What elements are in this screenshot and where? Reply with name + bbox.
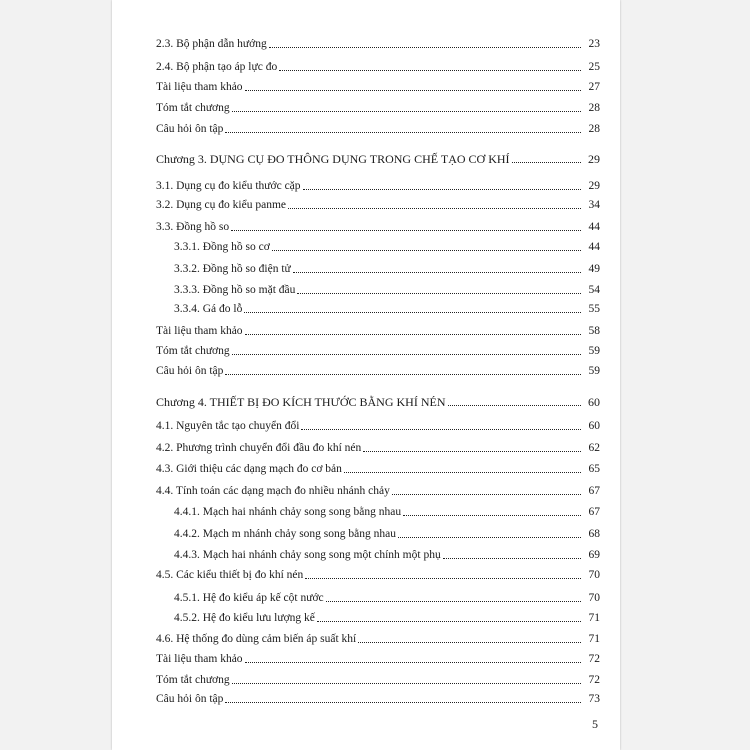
toc-entry-label: 3.3.4. Gá đo lỗ [174, 303, 243, 315]
toc-entry-page: 59 [588, 365, 600, 377]
dot-leader [272, 249, 581, 251]
toc-entry-label: Câu hỏi ôn tập [156, 365, 224, 377]
toc-entry-label: 4.5. Các kiểu thiết bị đo khí nén [156, 569, 304, 581]
dot-leader [363, 450, 581, 452]
toc-section-entry [156, 484, 600, 498]
toc-entry-label: 3.3.1. Đồng hồ so cơ [174, 241, 270, 253]
toc-subsection-entry [174, 240, 600, 254]
dot-leader [288, 207, 581, 209]
dot-leader [448, 404, 582, 406]
dot-leader [232, 682, 581, 684]
dot-leader [326, 600, 581, 602]
toc-entry-label: 4.4. Tính toán các dạng mạch đo nhiều nhánh chảy [156, 485, 390, 497]
dot-leader [403, 514, 581, 516]
toc-section-entry [156, 324, 600, 338]
dot-leader [245, 661, 581, 663]
toc-entry-label: 2.4. Bộ phận tạo áp lực đo [156, 61, 278, 73]
toc-chapter-entry [156, 152, 600, 166]
dot-leader [232, 353, 581, 355]
toc-section-entry [156, 632, 600, 646]
dot-leader [225, 131, 581, 133]
toc-section-entry [156, 673, 600, 687]
toc-entry-page: 49 [588, 263, 600, 275]
toc-subsection-entry [174, 262, 600, 276]
toc-entry-label: 4.4.3. Mạch hai nhánh chảy song song một chính một phụ [174, 549, 441, 561]
toc-entry-label: 4.1. Nguyên tắc tạo chuyển đổi [156, 420, 300, 432]
toc-entry-page: 62 [588, 442, 600, 454]
toc-section-entry [156, 364, 600, 378]
dot-leader [232, 110, 581, 112]
toc-entry-page: 29 [588, 180, 600, 192]
toc-entry-label: 3.3.2. Đồng hồ so điện tử [174, 263, 291, 275]
toc-entry-label: 2.3. Bộ phận dẫn hướng [156, 38, 267, 50]
toc-entry-label: Tài liệu tham khảo [156, 653, 243, 665]
toc-section-entry [156, 568, 600, 582]
toc-entry-page: 70 [588, 592, 600, 604]
toc-entry-label: 4.3. Giới thiệu các dạng mạch đo cơ bản [156, 463, 342, 475]
toc-section-entry [156, 419, 600, 433]
toc-section-entry [156, 80, 600, 94]
toc-subsection-entry [174, 611, 600, 625]
toc-entry-page: 44 [588, 241, 600, 253]
dot-leader [293, 271, 581, 273]
toc-entry-page: 34 [588, 199, 600, 211]
toc-section-entry [156, 462, 600, 476]
dot-leader [225, 701, 581, 703]
toc-entry-label: Chương 4. THIẾT BỊ ĐO KÍCH THƯỚC BẰNG KHÍ NÉN [156, 395, 446, 409]
toc-section-entry [156, 37, 600, 51]
toc-section-entry [156, 652, 600, 666]
toc-subsection-entry [174, 283, 600, 297]
dot-leader [279, 69, 581, 71]
dot-leader [231, 229, 581, 231]
toc-entry-label: Câu hỏi ôn tập [156, 693, 224, 705]
toc-entry-page: 27 [588, 81, 600, 93]
toc-entry-label: 4.2. Phương trình chuyển đổi đầu đo khí nén [156, 442, 362, 454]
dot-leader [512, 161, 581, 163]
toc-chapter-entry [156, 395, 600, 409]
dot-leader [297, 292, 581, 294]
toc-subsection-entry [174, 527, 600, 541]
toc-entry-label: 4.4.2. Mạch m nhánh chảy song song bằng nhau [174, 528, 396, 540]
toc-entry-label: 3.3.3. Đồng hồ so mặt đầu [174, 284, 296, 296]
dot-leader [225, 373, 581, 375]
toc-entry-label: 4.5.2. Hệ đo kiểu lưu lượng kế [174, 612, 315, 624]
toc-section-entry [156, 220, 600, 234]
dot-leader [245, 333, 581, 335]
toc-entry-page: 68 [588, 528, 600, 540]
toc-entry-page: 60 [588, 420, 600, 432]
toc-subsection-entry [174, 591, 600, 605]
dot-leader [392, 493, 581, 495]
toc-section-entry [156, 122, 600, 136]
toc-entry-label: Tóm tắt chương [156, 674, 230, 686]
toc-entry-page: 69 [588, 549, 600, 561]
toc-entry-page: 44 [588, 221, 600, 233]
toc-entry-page: 67 [588, 485, 600, 497]
toc-section-entry [156, 198, 600, 212]
toc-entry-page: 25 [588, 61, 600, 73]
toc-section-entry [156, 692, 600, 706]
toc-entry-page: 54 [588, 284, 600, 296]
page-number: 5 [592, 717, 598, 731]
toc-entry-page: 23 [588, 38, 600, 50]
toc-entry-label: Tài liệu tham khảo [156, 81, 243, 93]
toc-subsection-entry [174, 505, 600, 519]
toc-section-entry [156, 441, 600, 455]
dot-leader [398, 536, 581, 538]
toc-entry-label: 4.4.1. Mạch hai nhánh chảy song song bằng nhau [174, 506, 402, 518]
toc-entry-page: 28 [588, 123, 600, 135]
toc-entry-page: 71 [588, 633, 600, 645]
toc-entry-page: 65 [588, 463, 600, 475]
toc-entry-page: 67 [588, 506, 600, 518]
dot-leader [303, 188, 581, 190]
toc-section-entry [156, 101, 600, 115]
toc-entry-page: 73 [588, 693, 600, 705]
toc-entry-label: 4.6. Hệ thống đo dùng cảm biến áp suất khí [156, 633, 357, 645]
toc-entry-label: 4.5.1. Hệ đo kiểu áp kế cột nước [174, 592, 324, 604]
dot-leader [358, 641, 581, 643]
toc-entry-label: 3.1. Dụng cụ đo kiểu thước cặp [156, 180, 301, 192]
toc-entry-label: Chương 3. DỤNG CỤ ĐO THÔNG DỤNG TRONG CHẾ TẠO CƠ KHÍ [156, 152, 510, 166]
toc-section-entry [156, 344, 600, 358]
toc-entry-label: 3.2. Dụng cụ đo kiểu panme [156, 199, 286, 211]
dot-leader [245, 89, 581, 91]
toc-entry-label: 3.3. Đồng hồ so [156, 221, 230, 233]
toc-section-entry [156, 179, 600, 193]
dot-leader [269, 46, 581, 48]
toc-subsection-entry [174, 302, 600, 316]
toc-entry-page: 58 [588, 325, 600, 337]
document-page [112, 0, 620, 750]
toc-entry-page: 72 [588, 653, 600, 665]
toc-entry-page: 70 [588, 569, 600, 581]
dot-leader [244, 311, 581, 313]
toc-section-entry [156, 60, 600, 74]
dot-leader [443, 557, 581, 559]
toc-entry-page: 60 [588, 395, 600, 409]
toc-entry-label: Tóm tắt chương [156, 102, 230, 114]
toc-entry-page: 55 [588, 303, 600, 315]
toc-entry-page: 71 [588, 612, 600, 624]
dot-leader [301, 428, 581, 430]
dot-leader [344, 471, 581, 473]
toc-entry-label: Tài liệu tham khảo [156, 325, 243, 337]
toc-entry-page: 28 [588, 102, 600, 114]
toc-entry-page: 59 [588, 345, 600, 357]
toc-entry-label: Tóm tắt chương [156, 345, 230, 357]
toc-entry-page: 72 [588, 674, 600, 686]
dot-leader [305, 577, 581, 579]
toc-subsection-entry [174, 548, 600, 562]
dot-leader [317, 620, 581, 622]
toc-entry-page: 29 [588, 152, 600, 166]
toc-entry-label: Câu hỏi ôn tập [156, 123, 224, 135]
